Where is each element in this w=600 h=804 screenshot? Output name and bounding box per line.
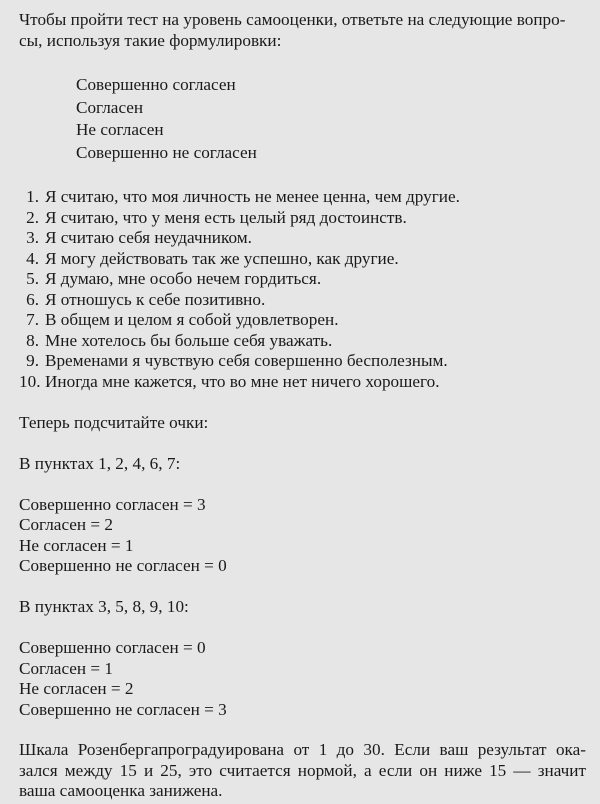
answer-option: Совершенно согласен (76, 75, 236, 94)
question-text: Я считаю, что моя личность не менее ценна, чем другие. (45, 187, 460, 206)
question-text: Я думаю, мне особо нечем гордиться. (45, 269, 322, 288)
scoring-group-2-title: В пунктах 3, 5, 8, 9, 10: (19, 597, 189, 616)
question-item (19, 290, 586, 311)
question-text: Я могу действовать так же успешно, как другие. (45, 248, 399, 268)
intro-line-2: сы, используя такие формулировки: (19, 30, 282, 50)
question-number: 2. (26, 207, 39, 227)
question-number: 4. (26, 248, 39, 268)
question-number: 8. (26, 330, 39, 350)
questions-list (19, 187, 586, 392)
question-item (19, 269, 586, 290)
conclusion-line-3: ваша самооценка занижена. (19, 781, 223, 800)
question-text: Я считаю, что у меня есть целый ряд достоинств. (45, 207, 407, 227)
conclusion-line-1: Шкала Розенбергапроградуирована от 1 до 30. Если ваш результат ока- (19, 740, 586, 759)
scoring-heading: Теперь подсчитайте очки: (19, 412, 209, 432)
scoring-line: Совершенно согласен = 0 (19, 638, 206, 657)
question-text: Я считаю себя неудачником. (45, 228, 252, 247)
question-number: 3. (26, 228, 39, 247)
question-number: 9. (26, 351, 39, 370)
question-number: 1. (26, 187, 39, 206)
question-text: Я отношусь к себе позитивно. (45, 289, 266, 309)
answer-options-list (19, 74, 586, 164)
answer-option: Совершенно не согласен (76, 142, 257, 162)
question-item (19, 208, 586, 229)
scoring-line: Согласен = 2 (19, 515, 113, 534)
question-number: 7. (26, 310, 39, 329)
question-item (19, 228, 586, 249)
scoring-line: Не согласен = 2 (19, 679, 134, 698)
question-item (19, 249, 586, 270)
question-text: Иногда мне кажется, что во мне нет ничего хорошего. (45, 371, 440, 391)
scoring-group-1-title: В пунктах 1, 2, 4, 6, 7: (19, 453, 181, 473)
intro-line-1: Чтобы пройти тест на уровень самооценки, ответьте на следующие вопро- (19, 10, 566, 29)
question-item (19, 372, 586, 393)
question-text: Мне хотелось бы больше себя уважать. (45, 330, 333, 350)
scoring-line: Совершенно не согласен = 3 (19, 699, 227, 719)
question-number: 5. (26, 269, 39, 288)
scoring-line: Совершенно согласен = 3 (19, 494, 206, 514)
scoring-line: Не согласен = 1 (19, 535, 134, 555)
question-item (19, 331, 586, 352)
question-text: В общем и целом я собой удовлетворен. (45, 310, 339, 329)
conclusion-line-2: зался между 15 и 25, это считается нормой, а если он ниже 15 — значит (19, 760, 586, 780)
scoring-line: Совершенно не согласен = 0 (19, 556, 227, 575)
answer-option: Согласен (76, 97, 144, 117)
conclusion-paragraph (19, 740, 586, 802)
scoring-line: Согласен = 1 (19, 658, 113, 678)
answer-option: Не согласен (76, 120, 164, 139)
question-number: 10. (19, 371, 41, 391)
question-item (19, 310, 586, 331)
intro-paragraph (19, 10, 586, 51)
question-number: 6. (26, 289, 39, 309)
question-text: Временами я чувствую себя совершенно бесполезным. (45, 351, 448, 370)
question-item (19, 187, 586, 208)
question-item (19, 351, 586, 372)
